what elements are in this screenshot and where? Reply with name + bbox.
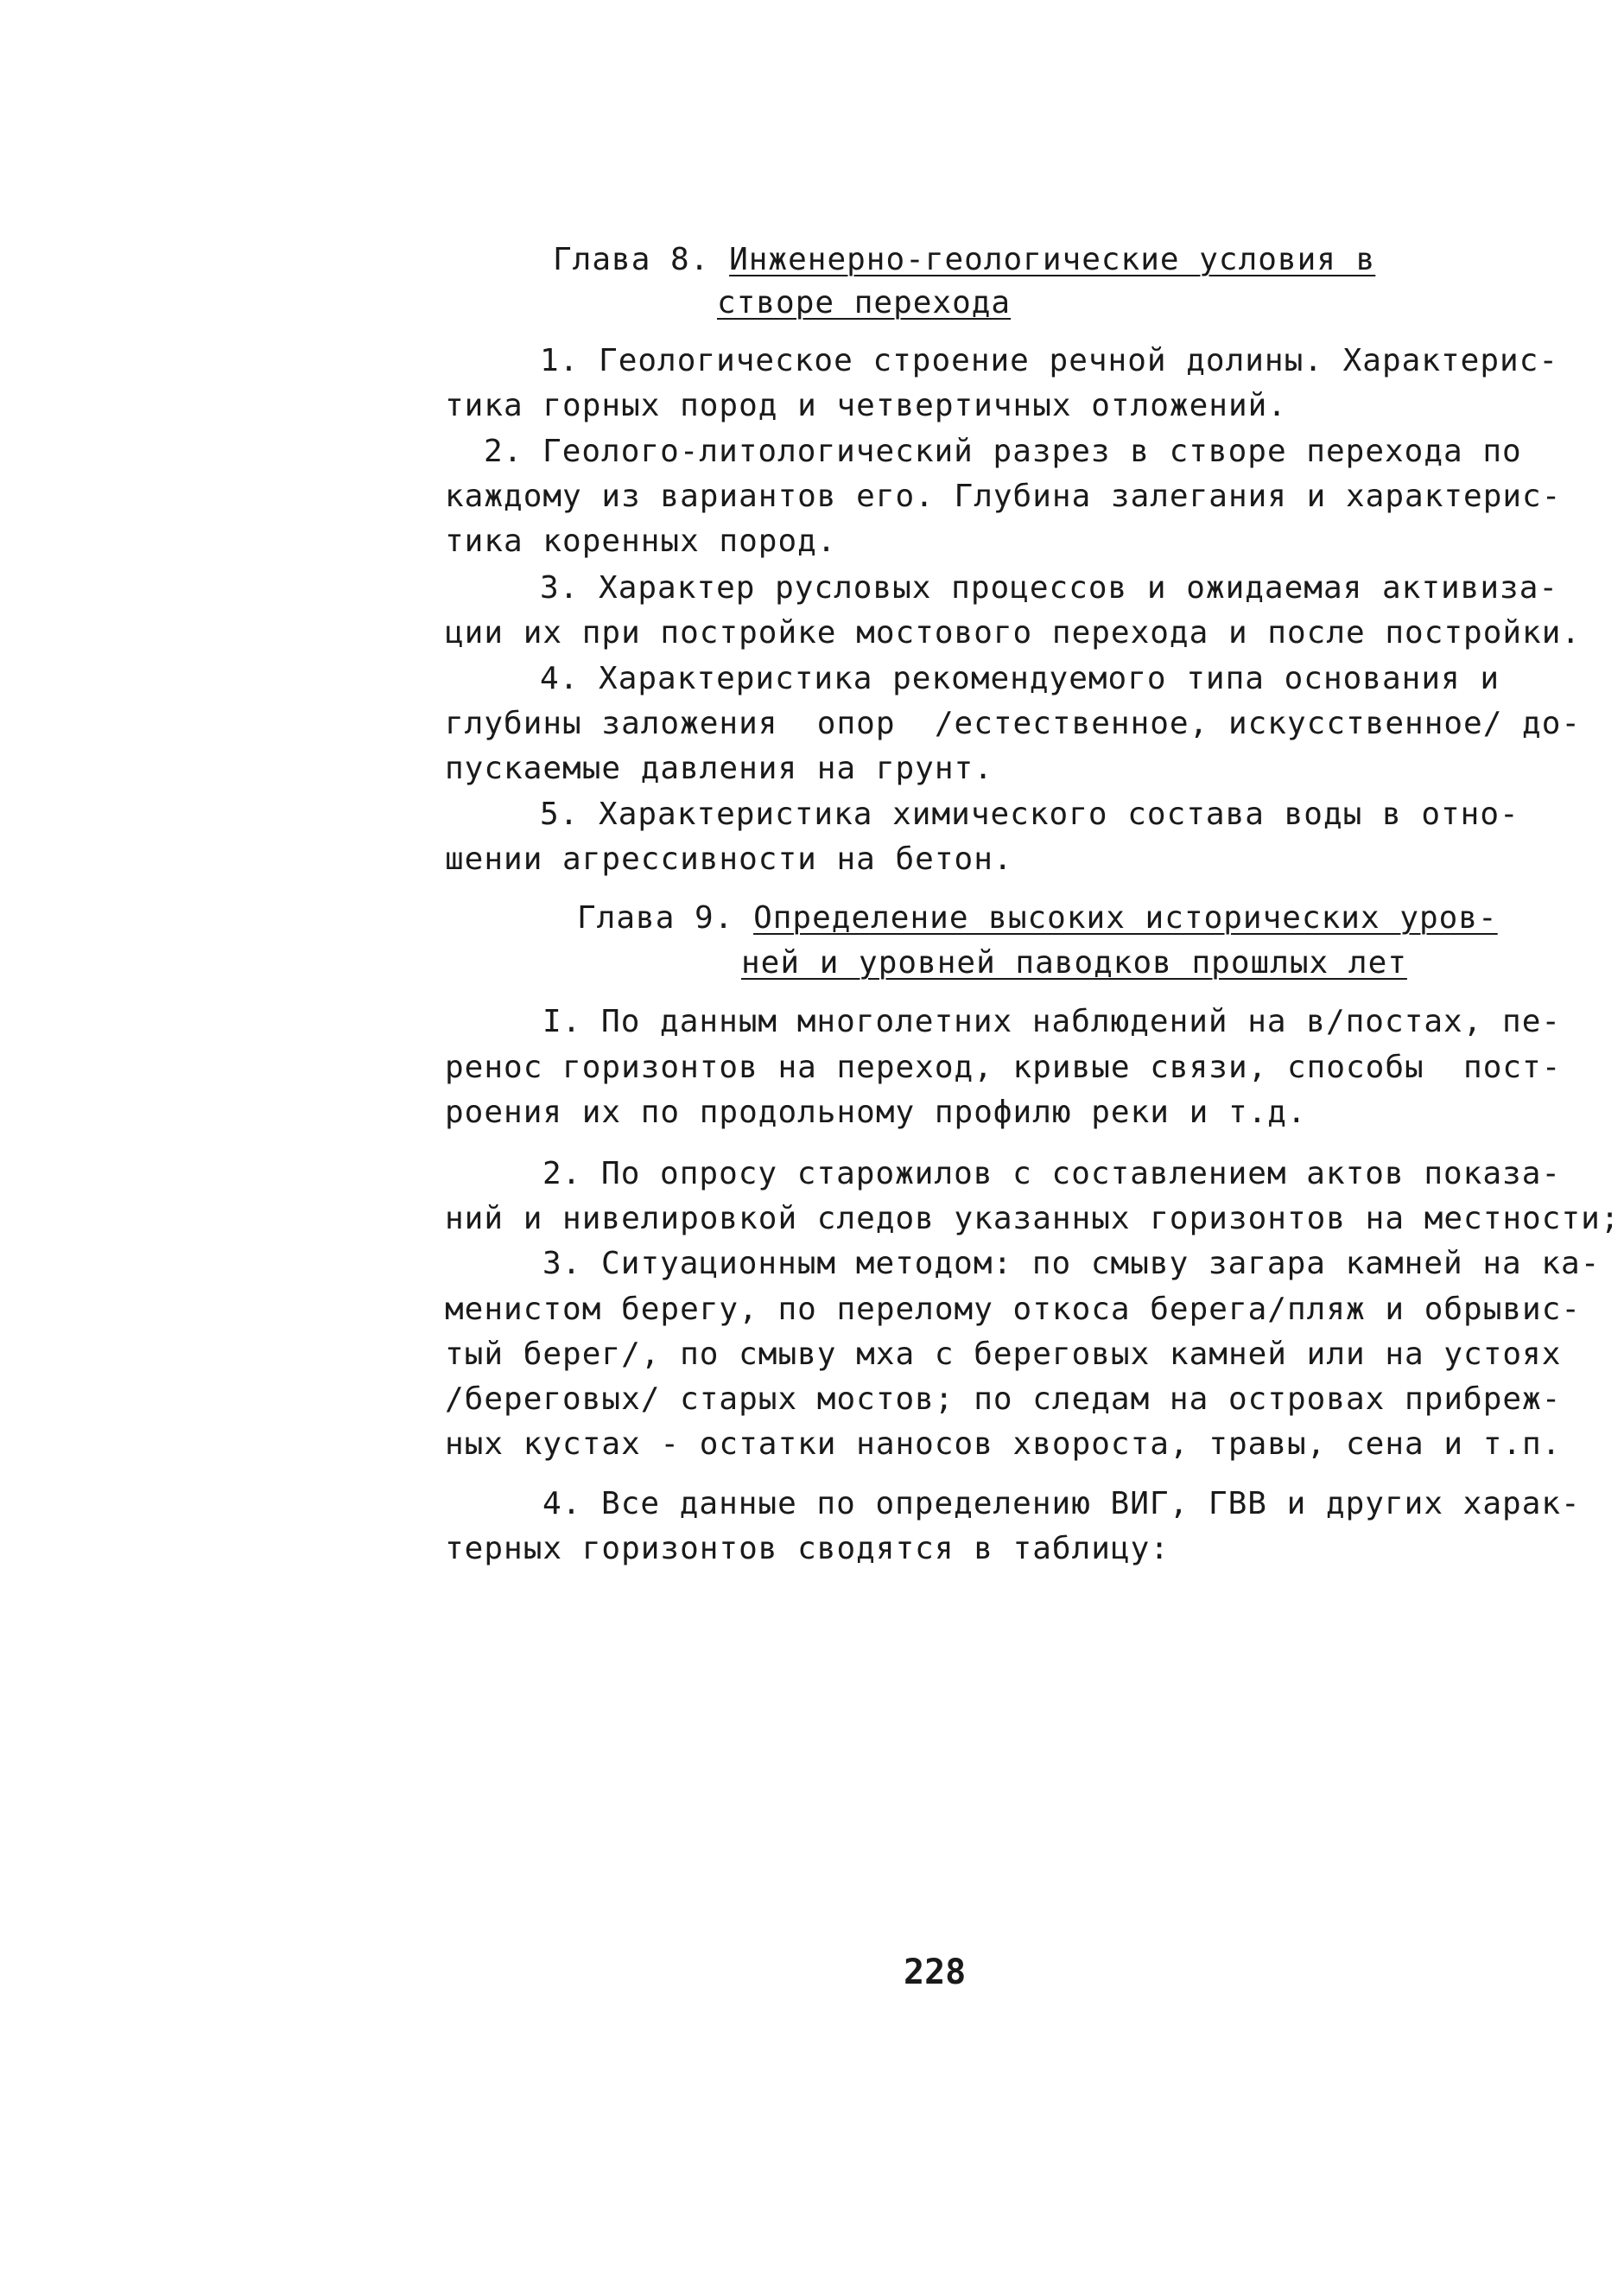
ch8-item-3-line-2: ции их при постройке мостового перехода и после постройки. [445,615,1582,651]
chapter-9-heading-line-1 [577,899,1498,938]
ch9-item-3-line-3: тый берег/, по смыву мха с береговых камней или на устоях [445,1337,1562,1372]
ch9-item-3-line-4: /береговых/ старых мостов; по следам на островах прибреж- [445,1381,1562,1417]
ch8-item-2-line-3: тика коренных пород. [445,524,837,559]
chapter-8-heading-line-2 [717,283,1011,323]
ch9-item-3-line-1: 3. Ситуационным методом: по смыву загара камней на ка- [542,1246,1601,1281]
ch8-item-2-line-1: 2. Геолого-литологический разрез в створе перехода по [484,434,1522,469]
ch8-item-1-line-2: тика горных пород и четвертичных отложений. [445,388,1287,423]
ch9-item-2-line-2: ний и нивелировкой следов указанных горизонтов на местности; [445,1201,1621,1236]
ch9-item-4-line-1: 4. Все данные по определению ВИГ, ГВВ и других харак- [542,1486,1581,1521]
ch9-item-3-line-5: ных кустах - остатки наносов хвороста, травы, сена и т.п. [445,1426,1562,1462]
ch9-item-1-line-1: I. По данным многолетних наблюдений на в/постах, пе- [542,1004,1562,1039]
chapter-8-prefix: Глава 8. [553,242,710,277]
chapter-9-heading-line-2 [741,943,1407,983]
ch8-item-5-line-2: шении агрессивности на бетон. [445,841,1013,877]
ch9-item-2-line-1: 2. По опросу старожилов с составлением актов показа- [542,1156,1562,1191]
ch8-item-1-line-1: 1. Геологическое строение речной долины. Характерис- [540,343,1559,378]
ch8-item-4-line-2: глубины заложения опор /естественное, искусственное/ до- [445,706,1582,741]
ch8-item-5-line-1: 5. Характеристика химического состава воды в отно- [540,797,1519,832]
chapter-8-heading-line-1 [553,240,1375,280]
ch9-item-4-line-2: терных горизонтов сводятся в таблицу: [445,1531,1170,1566]
ch8-item-4-line-1: 4. Характеристика рекомендуемого типа основания и [540,661,1500,696]
chapter-9-title-cont: ней и уровней паводков прошлых лет [741,945,1407,981]
page-number: 228 [904,1953,967,1992]
chapter-8-title: Инженерно-геологические условия в [729,242,1376,277]
ch9-item-1-line-2: ренос горизонтов на переход, кривые связи, способы пост- [445,1050,1562,1085]
chapter-9-title: Определение высоких исторических уров- [753,900,1498,936]
ch9-item-3-line-2: менистом берегу, по перелому откоса берега/пляж и обрывис- [445,1292,1582,1327]
ch8-item-4-line-3: пускаемые давления на грунт. [445,751,993,786]
chapter-9-prefix: Глава 9. [577,900,734,936]
ch8-item-3-line-1: 3. Характер русловых процессов и ожидаемая активиза- [540,570,1559,606]
ch8-item-2-line-2: каждому из вариантов его. Глубина залегания и характерис- [445,479,1562,514]
ch9-item-1-line-3: роения их по продольному профилю реки и т.д. [445,1095,1307,1130]
chapter-8-title-cont: створе перехода [717,285,1012,321]
